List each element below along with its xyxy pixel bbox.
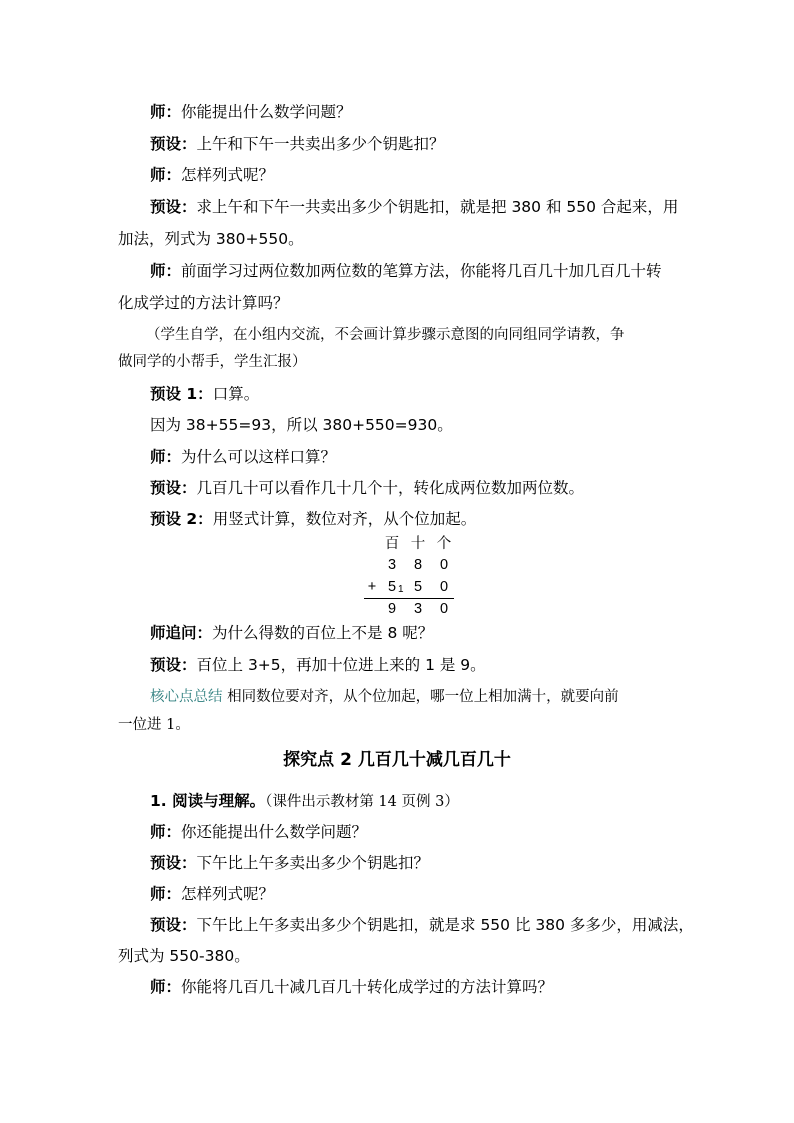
paragraph-text: 加法，列式为 380+550。 [118, 230, 304, 248]
summary-line2 [118, 714, 190, 736]
result-row [364, 598, 464, 620]
paragraph-preset-1 [150, 383, 259, 405]
summary-text: 一位进 1。 [118, 717, 190, 733]
speaker-label: 师： [150, 823, 182, 841]
paragraph-teacher-question [150, 101, 352, 123]
paragraph-text: （课件出示教材第 14 页例 3） [265, 794, 459, 810]
paragraph-teacher-question [150, 446, 336, 468]
digit: 0 [439, 579, 449, 595]
speaker-label: 预设： [150, 479, 197, 497]
vertical-addition [364, 533, 464, 623]
paragraph-text: 上午和下午一共卖出多少个钥匙扣？ [196, 135, 445, 153]
place-header: 个 [436, 536, 452, 552]
carry-digit: 1 [398, 584, 404, 595]
paragraph-text: 因为 38+55=93，所以 380+550=930。 [150, 416, 453, 434]
note-line1 [146, 324, 625, 346]
paragraph-preset-2 [150, 508, 476, 530]
paragraph-preset-line2 [118, 228, 304, 250]
speaker-label: 师： [150, 103, 182, 121]
section-heading: 探究点 2 几百几十减几百几十 [283, 750, 511, 770]
addend-row-2 [364, 576, 464, 598]
summary-line1 [150, 686, 619, 708]
paragraph-preset-line2 [118, 945, 250, 967]
paragraph-text: 下午比上午多卖出多少个钥匙扣？ [196, 854, 430, 872]
speaker-label: 师： [150, 885, 182, 903]
paragraph-preset [150, 852, 429, 874]
speaker-label: 师： [150, 978, 182, 996]
note-text: 做同学的小帮手，学生汇报） [118, 354, 307, 370]
paragraph-teacher-question [150, 976, 553, 998]
summary-text: 相同数位要对齐，从个位加起，哪一位上相加满十，就要向前 [227, 689, 619, 705]
paragraph-reason [150, 414, 453, 436]
paragraph-text: 用竖式计算，数位对齐，从个位加起。 [212, 510, 477, 528]
paragraph-teacher-question [150, 164, 274, 186]
paragraph-text: 怎样列式呢？ [181, 885, 275, 903]
digit: 3 [413, 601, 423, 617]
digit: 5 [413, 579, 423, 595]
speaker-label: 预设： [150, 198, 197, 216]
speaker-label: 师： [150, 166, 182, 184]
addend-row-1 [364, 554, 464, 576]
paragraph-text: 为什么得数的百位上不是 8 呢？ [212, 624, 434, 642]
paragraph-text: 百位上 3+5，再加十位进上来的 1 是 9。 [196, 656, 486, 674]
paragraph-teacher-line1 [150, 260, 662, 282]
digit: 9 [387, 601, 397, 617]
speaker-label: 预设 1： [150, 385, 213, 403]
digit: 5 [387, 579, 397, 595]
speaker-label: 预设： [150, 854, 197, 872]
paragraph-teacher-line2 [118, 292, 289, 314]
paragraph-text: 你能将几百几十减几百几十转化成学过的方法计算吗？ [181, 978, 554, 996]
speaker-label: 预设 2： [150, 510, 213, 528]
step-number: 1. 阅读与理解。 [150, 792, 266, 810]
speaker-label: 预设： [150, 135, 197, 153]
paragraph-text: 你能提出什么数学问题？ [181, 103, 352, 121]
speaker-label: 预设： [150, 656, 197, 674]
paragraph-text: 口算。 [212, 385, 260, 403]
paragraph-teacher-question [150, 883, 274, 905]
digit: 0 [439, 601, 449, 617]
paragraph-text: 列式为 550-380。 [118, 947, 250, 965]
speaker-label: 师： [150, 448, 182, 466]
digit: 3 [387, 557, 397, 573]
paragraph-preset [150, 477, 584, 499]
speaker-label: 师追问： [150, 624, 213, 642]
digit: 0 [439, 557, 449, 573]
paragraph-text: 化成学过的方法计算吗？ [118, 294, 289, 312]
place-header: 百 [384, 536, 400, 552]
paragraph-text: 为什么可以这样口算？ [181, 448, 337, 466]
summary-label: 核心点总结 [150, 689, 223, 705]
paragraph-text: 几百几十可以看作几十几个十，转化成两位数加两位数。 [196, 479, 585, 497]
paragraph-preset-line1 [150, 196, 678, 218]
paragraph-preset [150, 654, 486, 676]
paragraph-teacher-question [150, 821, 367, 843]
paragraph-text: 下午比上午多卖出多少个钥匙扣，就是求 550 比 380 多多少，用减法， [196, 916, 694, 934]
paragraph-preset [150, 133, 445, 155]
paragraph-text: 前面学习过两位数加两位数的笔算方法，你能将几百几十加几百几十转 [181, 262, 662, 280]
paragraph-teacher-followup [150, 622, 433, 644]
plus-sign: + [367, 579, 377, 595]
place-value-header-row [364, 533, 464, 555]
paragraph-preset-line1 [150, 914, 694, 936]
speaker-label: 师： [150, 262, 182, 280]
digit: 8 [413, 557, 423, 573]
speaker-label: 预设： [150, 916, 197, 934]
paragraph-text: 你还能提出什么数学问题？ [181, 823, 368, 841]
place-header: 十 [410, 536, 426, 552]
note-line2 [118, 351, 307, 373]
paragraph-step [150, 790, 459, 813]
paragraph-text: 怎样列式呢？ [181, 166, 275, 184]
note-text: （学生自学，在小组内交流，不会画计算步骤示意图的向同组同学请教，争 [146, 327, 625, 343]
paragraph-text: 求上午和下午一共卖出多少个钥匙扣，就是把 380 和 550 合起来，用 [196, 198, 679, 216]
